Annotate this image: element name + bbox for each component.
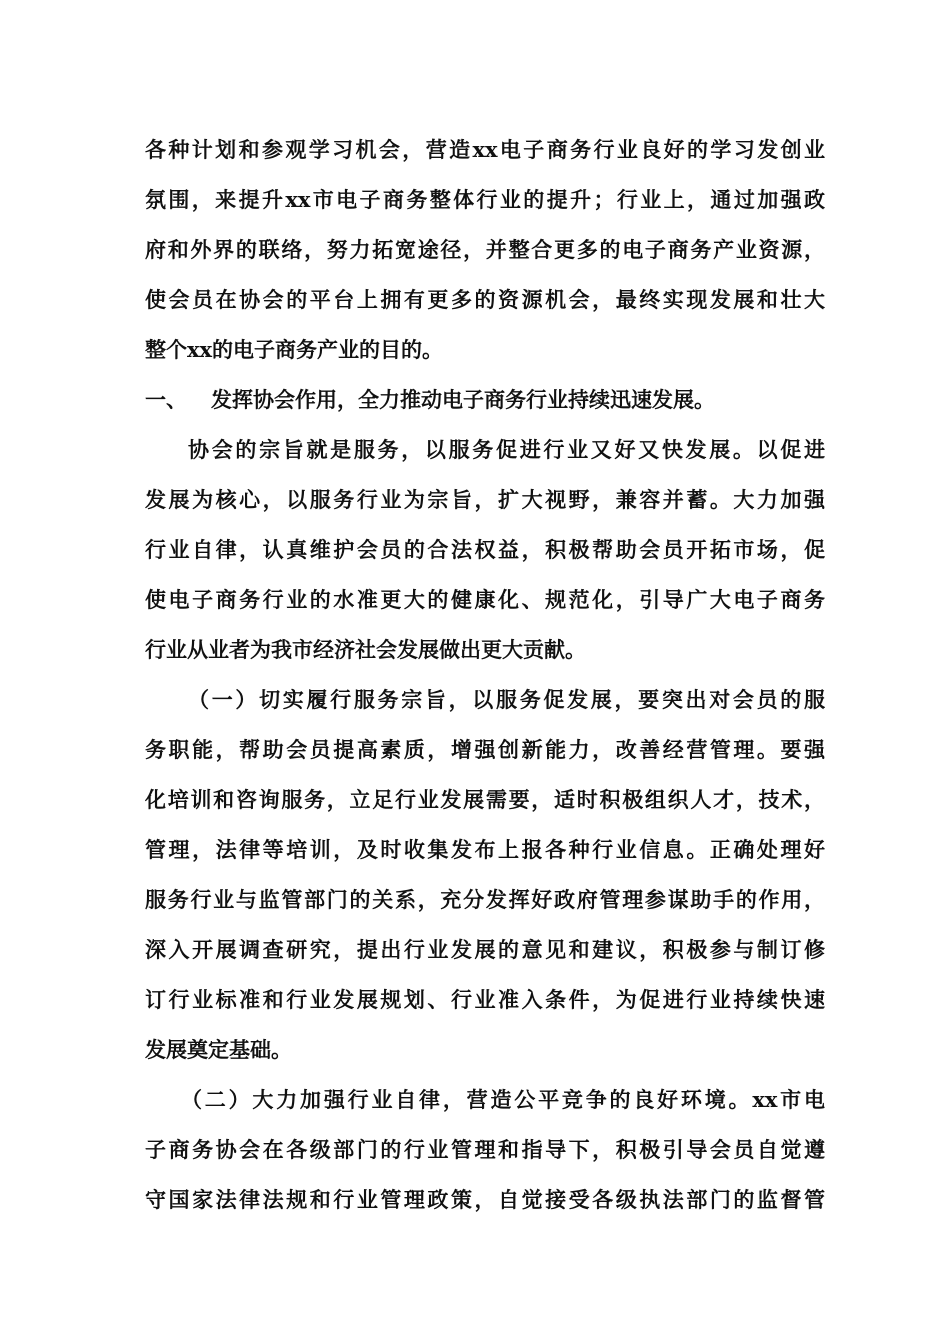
text-line: 服务行业与监管部门的关系，充分发挥好政府管理参谋助手的作用， [145,887,825,912]
text-line: 订行业标准和行业发展规划、行业准入条件，为促进行业持续快速 [145,987,825,1012]
text-line: 行业自律，认真维护会员的合法权益，积极帮助会员开拓市场，促 [145,537,825,562]
text-line: 子商务协会在各级部门的行业管理和指导下，积极引导会员自觉遵 [145,1137,825,1162]
text-line: 使电子商务行业的水准更大的健康化、规范化，引导广大电子商务 [145,587,825,612]
text-line: 化培训和咨询服务，立足行业发展需要，适时积极组织人才，技术， [145,787,825,812]
text-line: （一）切实履行服务宗旨，以服务促发展，要突出对会员的服 [188,687,825,712]
text-line: 管理，法律等培训，及时收集发布上报各种行业信息。正确处理好 [145,837,825,862]
heading-number: 一、 [145,387,187,412]
text-line: 使会员在协会的平台上拥有更多的资源机会，最终实现发展和壮大 [145,287,825,312]
section-heading [145,384,825,416]
text-line: 府和外界的联络，努力拓宽途径，并整合更多的电子商务产业资源， [145,237,825,262]
text-line: 协会的宗旨就是服务，以服务促进行业又好又快发展。以促进 [188,437,825,462]
text-line: 深入开展调查研究，提出行业发展的意见和建议，积极参与制订修 [145,937,825,962]
heading-text: 发挥协会作用，全力推动电子商务行业持续迅速发展。 [211,387,715,412]
text-line: 发展为核心，以服务行业为宗旨，扩大视野，兼容并蓄。大力加强 [145,487,825,512]
text-line: 整个xx的电子商务产业的目的。 [145,337,444,362]
text-line: （二）大力加强行业自律，营造公平竞争的良好环境。xx市电 [181,1087,825,1112]
text-line: 各种计划和参观学习机会，营造xx电子商务行业良好的学习发创业 [145,137,825,162]
text-line: 行业从业者为我市经济社会发展做出更大贡献。 [145,637,586,662]
text-line: 发展奠定基础。 [145,1037,292,1062]
text-line: 守国家法律法规和行业管理政策，自觉接受各级执法部门的监督管 [145,1187,825,1212]
text-line: 务职能，帮助会员提高素质，增强创新能力，改善经营管理。要强 [145,737,825,762]
text-line: 氛围，来提升xx市电子商务整体行业的提升；行业上，通过加强政 [145,187,825,212]
